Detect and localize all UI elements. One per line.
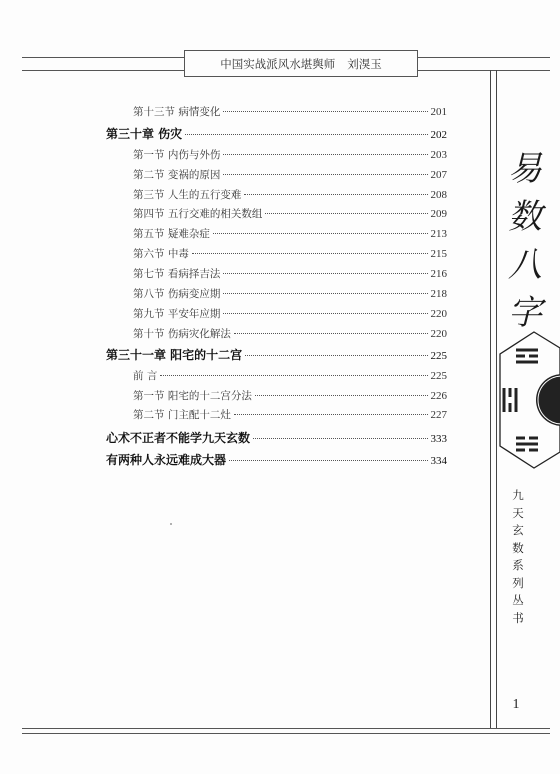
dot-leader (223, 174, 427, 175)
toc-chapter[interactable] (106, 451, 447, 468)
toc-entry-page: 216 (430, 268, 447, 280)
toc-entry-page: 227 (430, 409, 447, 421)
toc-entry-title: 第十节 伤病灾化解法 (133, 328, 231, 340)
book-title-char: 易 (508, 149, 542, 189)
series-char: 丛 (512, 593, 524, 607)
dot-leader (223, 154, 427, 155)
dot-leader (223, 313, 427, 314)
series-char: 玄 (512, 523, 524, 537)
toc-entry-page: 207 (430, 169, 447, 181)
book-title-char: 八 (508, 245, 542, 285)
series-char: 九 (512, 488, 524, 502)
toc-entry-page: 225 (430, 370, 447, 382)
dot-leader (223, 293, 427, 294)
bagua-icon (494, 330, 560, 470)
toc-entry-title: 第五节 疑难杂症 (133, 228, 210, 240)
toc-entry-page: 208 (430, 189, 447, 201)
toc-entry[interactable] (133, 226, 447, 241)
toc-entry-title: 第三十章 伤灾 (106, 127, 183, 141)
toc-entry-title: 第八节 伤病变应期 (133, 288, 221, 300)
series-char: 列 (512, 575, 524, 590)
toc-entry-page: 225 (430, 350, 447, 362)
toc-entry[interactable] (133, 147, 447, 162)
toc-entry[interactable] (133, 326, 447, 341)
dot-leader (223, 111, 427, 112)
print-speck (170, 523, 172, 525)
toc-entry-page: 201 (430, 106, 447, 118)
toc-entry-page: 203 (430, 149, 447, 161)
dot-leader (245, 355, 427, 356)
footer-rule-top (22, 728, 550, 729)
toc-entry-title: 第三节 人生的五行变难 (133, 189, 242, 201)
toc-entry-page: 334 (430, 455, 447, 467)
toc-entry-title: 第三十一章 阳宅的十二宫 (106, 348, 243, 362)
toc-entry-page: 226 (430, 390, 447, 402)
toc-entry[interactable] (133, 286, 447, 301)
toc-entry[interactable] (133, 368, 447, 383)
toc-entry[interactable] (133, 104, 447, 119)
toc-chapter[interactable] (106, 346, 447, 363)
dot-leader (213, 233, 428, 234)
dot-leader (265, 213, 427, 214)
toc-entry-title: 第一节 内伤与外伤 (133, 149, 221, 161)
page-number: 1 (512, 697, 520, 712)
toc-entry-title: 第二节 门主配十二灶 (133, 409, 231, 421)
toc-entry-page: 209 (430, 208, 447, 220)
series-char: 数 (512, 540, 524, 555)
footer-rule-bottom (22, 733, 550, 734)
toc-entry-page: 333 (430, 433, 447, 445)
toc-entry-title: 第七节 看病择吉法 (133, 268, 221, 280)
toc-entry[interactable] (133, 167, 447, 182)
toc-entry-title: 第一节 阳宅的十二宫分法 (133, 390, 252, 402)
sidebar-rule-left (490, 70, 491, 728)
dot-leader (160, 375, 427, 376)
toc-entry[interactable] (133, 407, 447, 422)
toc-entry-title: 第六节 中毒 (133, 248, 189, 260)
dot-leader (234, 414, 428, 415)
toc-entry-page: 202 (430, 129, 447, 141)
toc-entry-page: 215 (430, 248, 447, 260)
toc-entry[interactable] (133, 306, 447, 321)
toc-entry-title: 第九节 平安年应期 (133, 308, 221, 320)
series-char: 系 (512, 558, 524, 572)
series-char: 天 (512, 505, 524, 520)
toc-entry-title: 前 言 (133, 370, 158, 382)
toc-entry-title: 有两种人永远难成大器 (106, 453, 227, 467)
dot-leader (192, 253, 428, 254)
header-author: 刘湨玉 (347, 56, 382, 71)
toc-entry-title: 第二节 变祸的原因 (133, 169, 221, 181)
toc-entry-page: 220 (430, 328, 447, 340)
dot-leader (185, 134, 427, 135)
series-title-vertical (503, 487, 533, 627)
toc-chapter[interactable] (106, 429, 447, 446)
dot-leader (244, 194, 427, 195)
toc-entry-page: 213 (430, 228, 447, 240)
book-title-vertical (500, 145, 550, 337)
toc-entry[interactable] (133, 266, 447, 281)
book-title-char: 字 (508, 293, 542, 333)
toc-entry[interactable] (133, 388, 447, 403)
dot-leader (234, 333, 428, 334)
toc-entry[interactable] (133, 206, 447, 221)
toc-chapter[interactable] (106, 125, 447, 142)
toc-entry[interactable] (133, 246, 447, 261)
book-title-char: 数 (508, 197, 542, 237)
dot-leader (223, 273, 427, 274)
toc-entry-title: 第四节 五行交难的相关数组 (133, 208, 263, 220)
toc-entry-title: 第十三节 病情变化 (133, 106, 221, 118)
dot-leader (229, 460, 427, 461)
dot-leader (253, 438, 427, 439)
series-char: 书 (512, 610, 524, 625)
toc-entry-page: 220 (430, 308, 447, 320)
toc-entry-page: 218 (430, 288, 447, 300)
header-title: 中国实战派风水堪舆师 (220, 56, 336, 71)
toc-entry[interactable] (133, 187, 447, 202)
dot-leader (255, 395, 428, 396)
toc-entry-title: 心术不正者不能学九天玄数 (106, 431, 251, 445)
